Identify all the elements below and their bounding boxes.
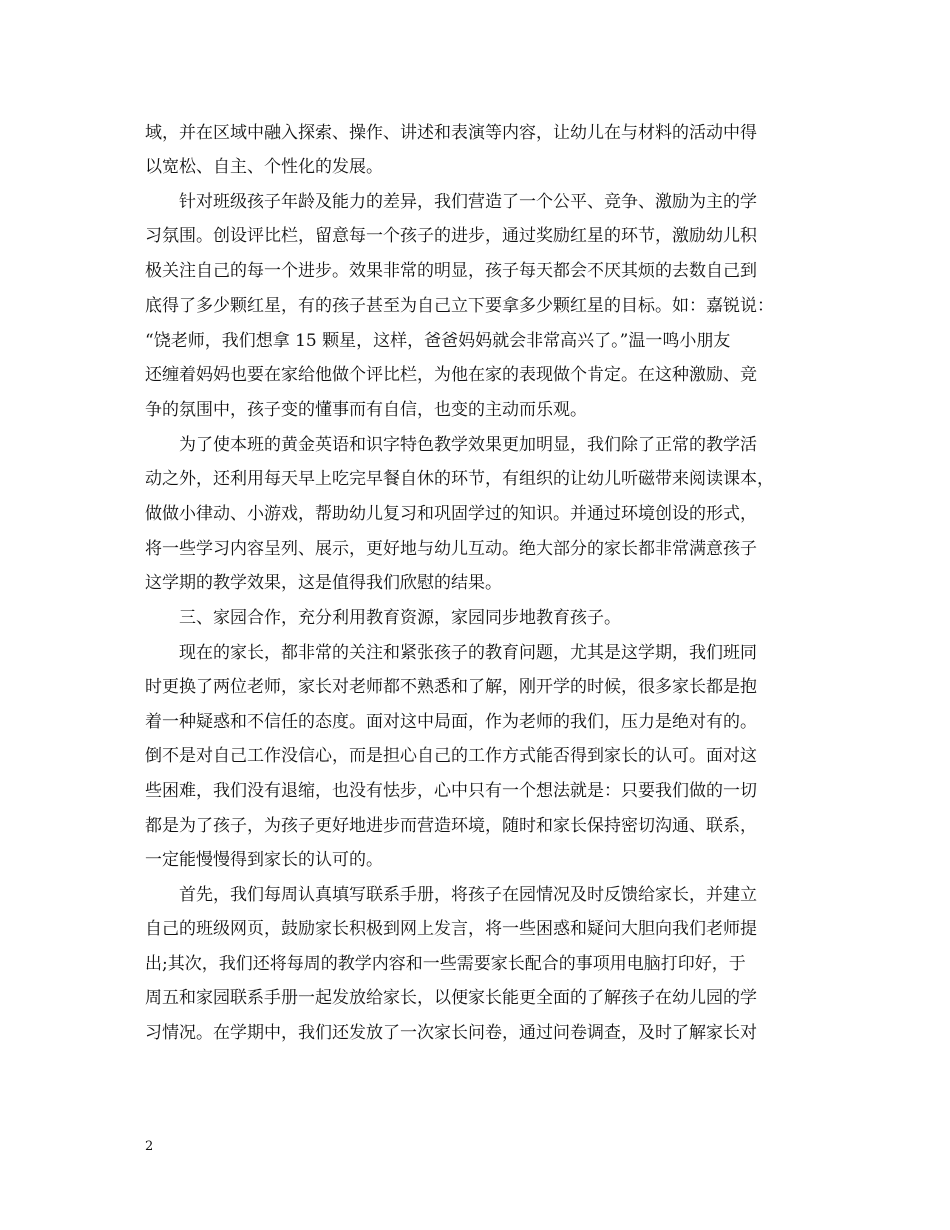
text-line: 些困难，我们没有退缩，也没有怯步，心中只有一个想法就是：只要我们做的一切 (145, 781, 757, 801)
text-line: 都是为了孩子，为孩子更好地进步而营造环境，随时和家长保持密切沟通、联系， (145, 816, 757, 836)
text-line: 这学期的教学效果，这是值得我们欣慰的结果。 (145, 573, 502, 593)
text-line: 底得了多少颗红星，有的孩子甚至为自己立下要拿多少颗红星的目标。如：嘉锐说： (145, 296, 774, 316)
section-heading: 三、家园合作，充分利用教育资源，家园同步地教育孩子。 (145, 608, 621, 628)
page-number: 2 (145, 1139, 154, 1154)
text-line: 时更换了两位老师，家长对老师都不熟悉和了解，刚开学的时候，很多家长都是抱 (145, 677, 757, 697)
text-line: 还缠着妈妈也要在家给他做个评比栏，为他在家的表现做个肯定。在这种激励、竞 (145, 365, 757, 385)
text-line: 以宽松、自主、个性化的发展。 (145, 157, 383, 177)
text-line: 针对班级孩子年龄及能力的差异，我们营造了一个公平、竞争、激励为主的学 (145, 192, 757, 212)
text-line: 周五和家园联系手册一起发放给家长，以便家长能更全面的了解孩子在幼儿园的学 (145, 988, 757, 1008)
text-line: 做做小律动、小游戏，帮助幼儿复习和巩固学过的知识。并通过环境创设的形式， (145, 504, 757, 524)
text-line: “饶老师，我们想拿 15 颗星，这样，爸爸妈妈就会非常高兴了。”温一鸣小朋友 (145, 331, 731, 351)
text-line: 自己的班级网页，鼓励家长积极到网上发言，将一些困惑和疑问大胆向我们老师提 (145, 919, 757, 939)
text-line: 倒不是对自己工作没信心，而是担心自己的工作方式能否得到家长的认可。面对这 (145, 746, 757, 766)
text-line: 出;其次，我们还将每周的教学内容和一些需要家长配合的事项用电脑打印好，于 (145, 954, 746, 974)
text-line: 极关注自己的每一个进步。效果非常的明显，孩子每天都会不厌其烦的去数自己到 (145, 261, 757, 281)
text-line: 一定能慢慢得到家长的认可的。 (145, 850, 383, 870)
text-line: 现在的家长，都非常的关注和紧张孩子的教育问题，尤其是这学期，我们班同 (145, 643, 757, 663)
text-line: 争的氛围中，孩子变的懂事而有自信，也变的主动而乐观。 (145, 400, 587, 420)
text-line: 将一些学习内容呈列、展示，更好地与幼儿互动。绝大部分的家长都非常满意孩子 (145, 539, 757, 559)
text-line: 着一种疑惑和不信任的态度。面对这中局面，作为老师的我们，压力是绝对有的。 (145, 712, 757, 732)
text-line: 域，并在区域中融入探索、操作、讲述和表演等内容，让幼儿在与材料的活动中得 (145, 123, 757, 143)
text-line: 动之外，还利用每天早上吃完早餐自休的环节，有组织的让幼儿听磁带来阅读课本， (145, 469, 774, 489)
text-line: 习情况。在学期中，我们还发放了一次家长问卷，通过问卷调查，及时了解家长对 (145, 1023, 757, 1043)
text-line: 首先，我们每周认真填写联系手册，将孩子在园情况及时反馈给家长，并建立 (145, 885, 757, 905)
text-line: 习氛围。创设评比栏，留意每一个孩子的进步，通过奖励红星的环节，激励幼儿积 (145, 226, 757, 246)
text-line: 为了使本班的黄金英语和识字特色教学效果更加明显，我们除了正常的教学活 (145, 435, 757, 455)
